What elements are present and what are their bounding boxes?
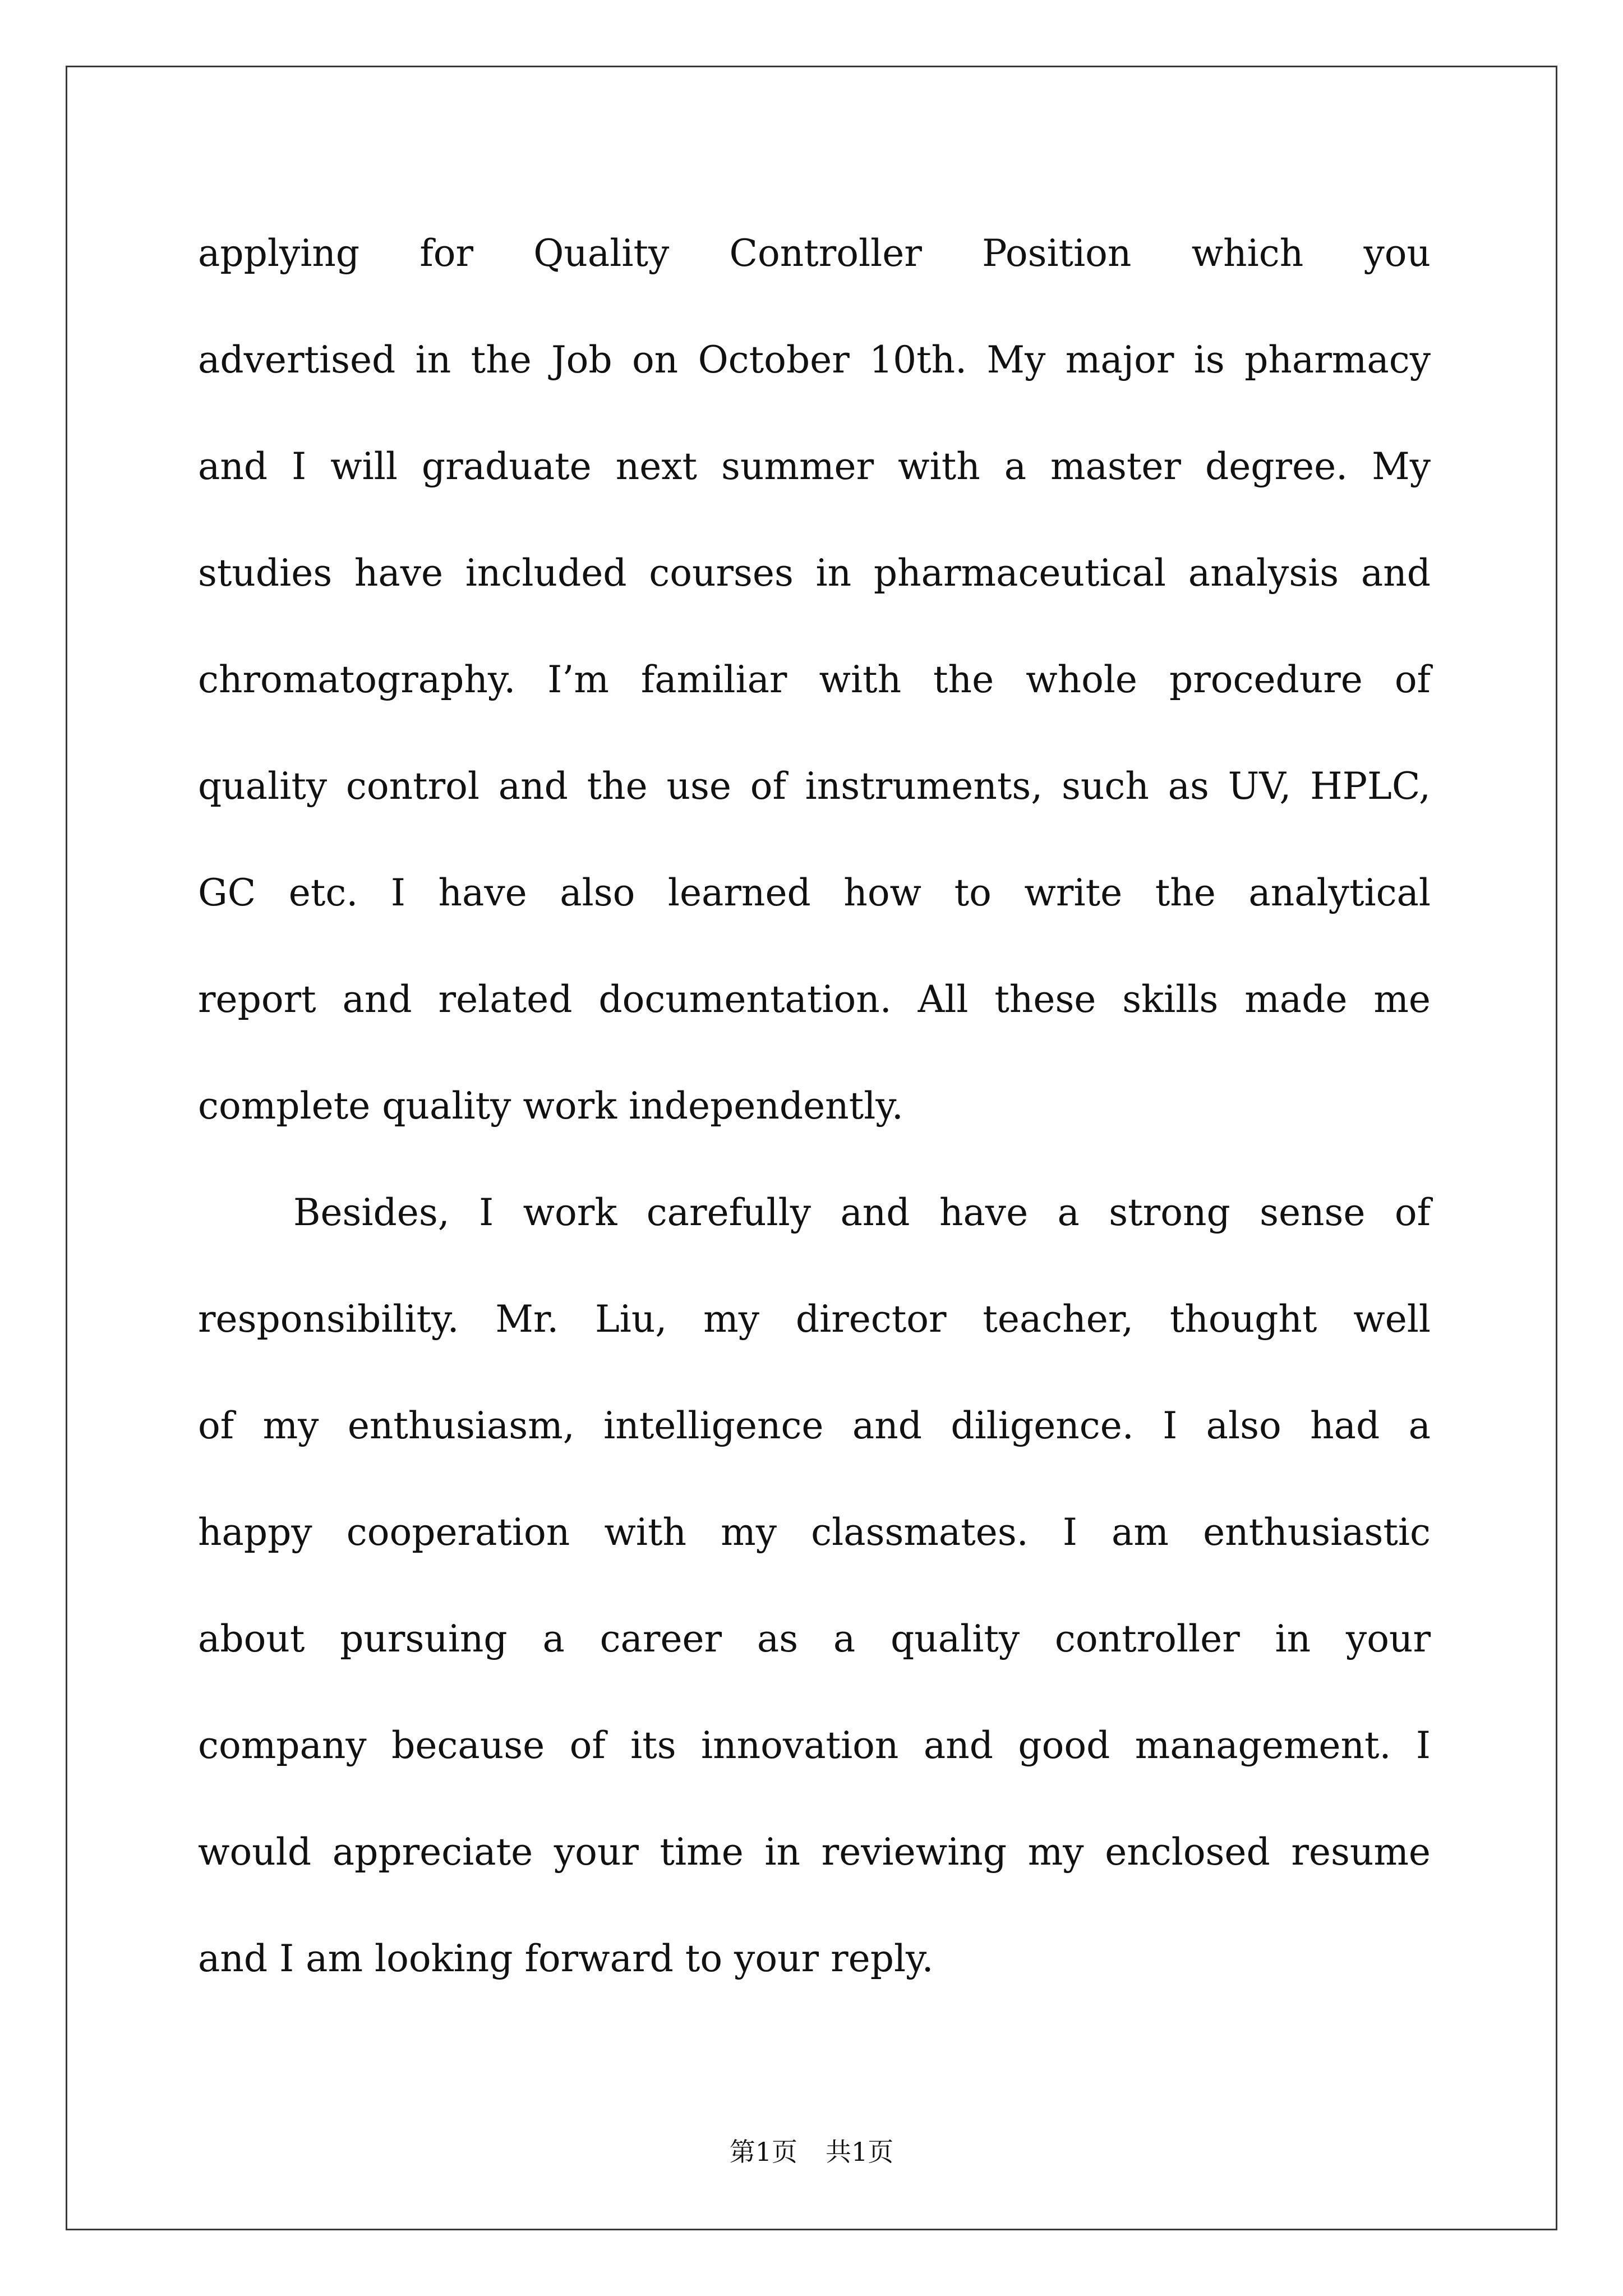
text-line: complete quality work independently.: [198, 1084, 903, 1128]
page-total: 共1页: [826, 2137, 894, 2167]
text-line: happy cooperation with my classmates. I am enthusiastic: [198, 1511, 1431, 1554]
text-line: GC etc. I have also learned how to write the analytical: [198, 871, 1431, 914]
text-line: responsibility. Mr. Liu, my director teacher, thought well: [198, 1297, 1431, 1341]
text-line: company because of its innovation and good management. I: [198, 1724, 1431, 1767]
text-line: report and related documentation. All these skills made me: [198, 978, 1431, 1021]
page-number: 第1页: [729, 2137, 797, 2167]
text-line: chromatography. I’m familiar with the whole procedure of: [198, 658, 1431, 701]
text-line: applying for Quality Controller Position which you: [198, 232, 1431, 275]
text-line: would appreciate your time in reviewing my enclosed resume: [198, 1830, 1431, 1874]
text-line: Besides, I work carefully and have a strong sense of: [293, 1191, 1431, 1234]
text-line: advertised in the Job on October 10th. My major is pharmacy: [198, 338, 1431, 381]
text-line: quality control and the use of instruments, such as UV, HPLC,: [198, 765, 1431, 808]
text-line: and I am looking forward to your reply.: [198, 1937, 934, 1980]
text-line: about pursuing a career as a quality controller in your: [198, 1617, 1431, 1660]
text-line: studies have included courses in pharmaceutical analysis and: [198, 551, 1431, 595]
page-footer: [0, 2132, 1623, 2169]
text-line: and I will graduate next summer with a master degree. My: [198, 445, 1431, 488]
letter-body: [198, 220, 1431, 2032]
text-line: of my enthusiasm, intelligence and diligence. I also had a: [198, 1404, 1431, 1447]
